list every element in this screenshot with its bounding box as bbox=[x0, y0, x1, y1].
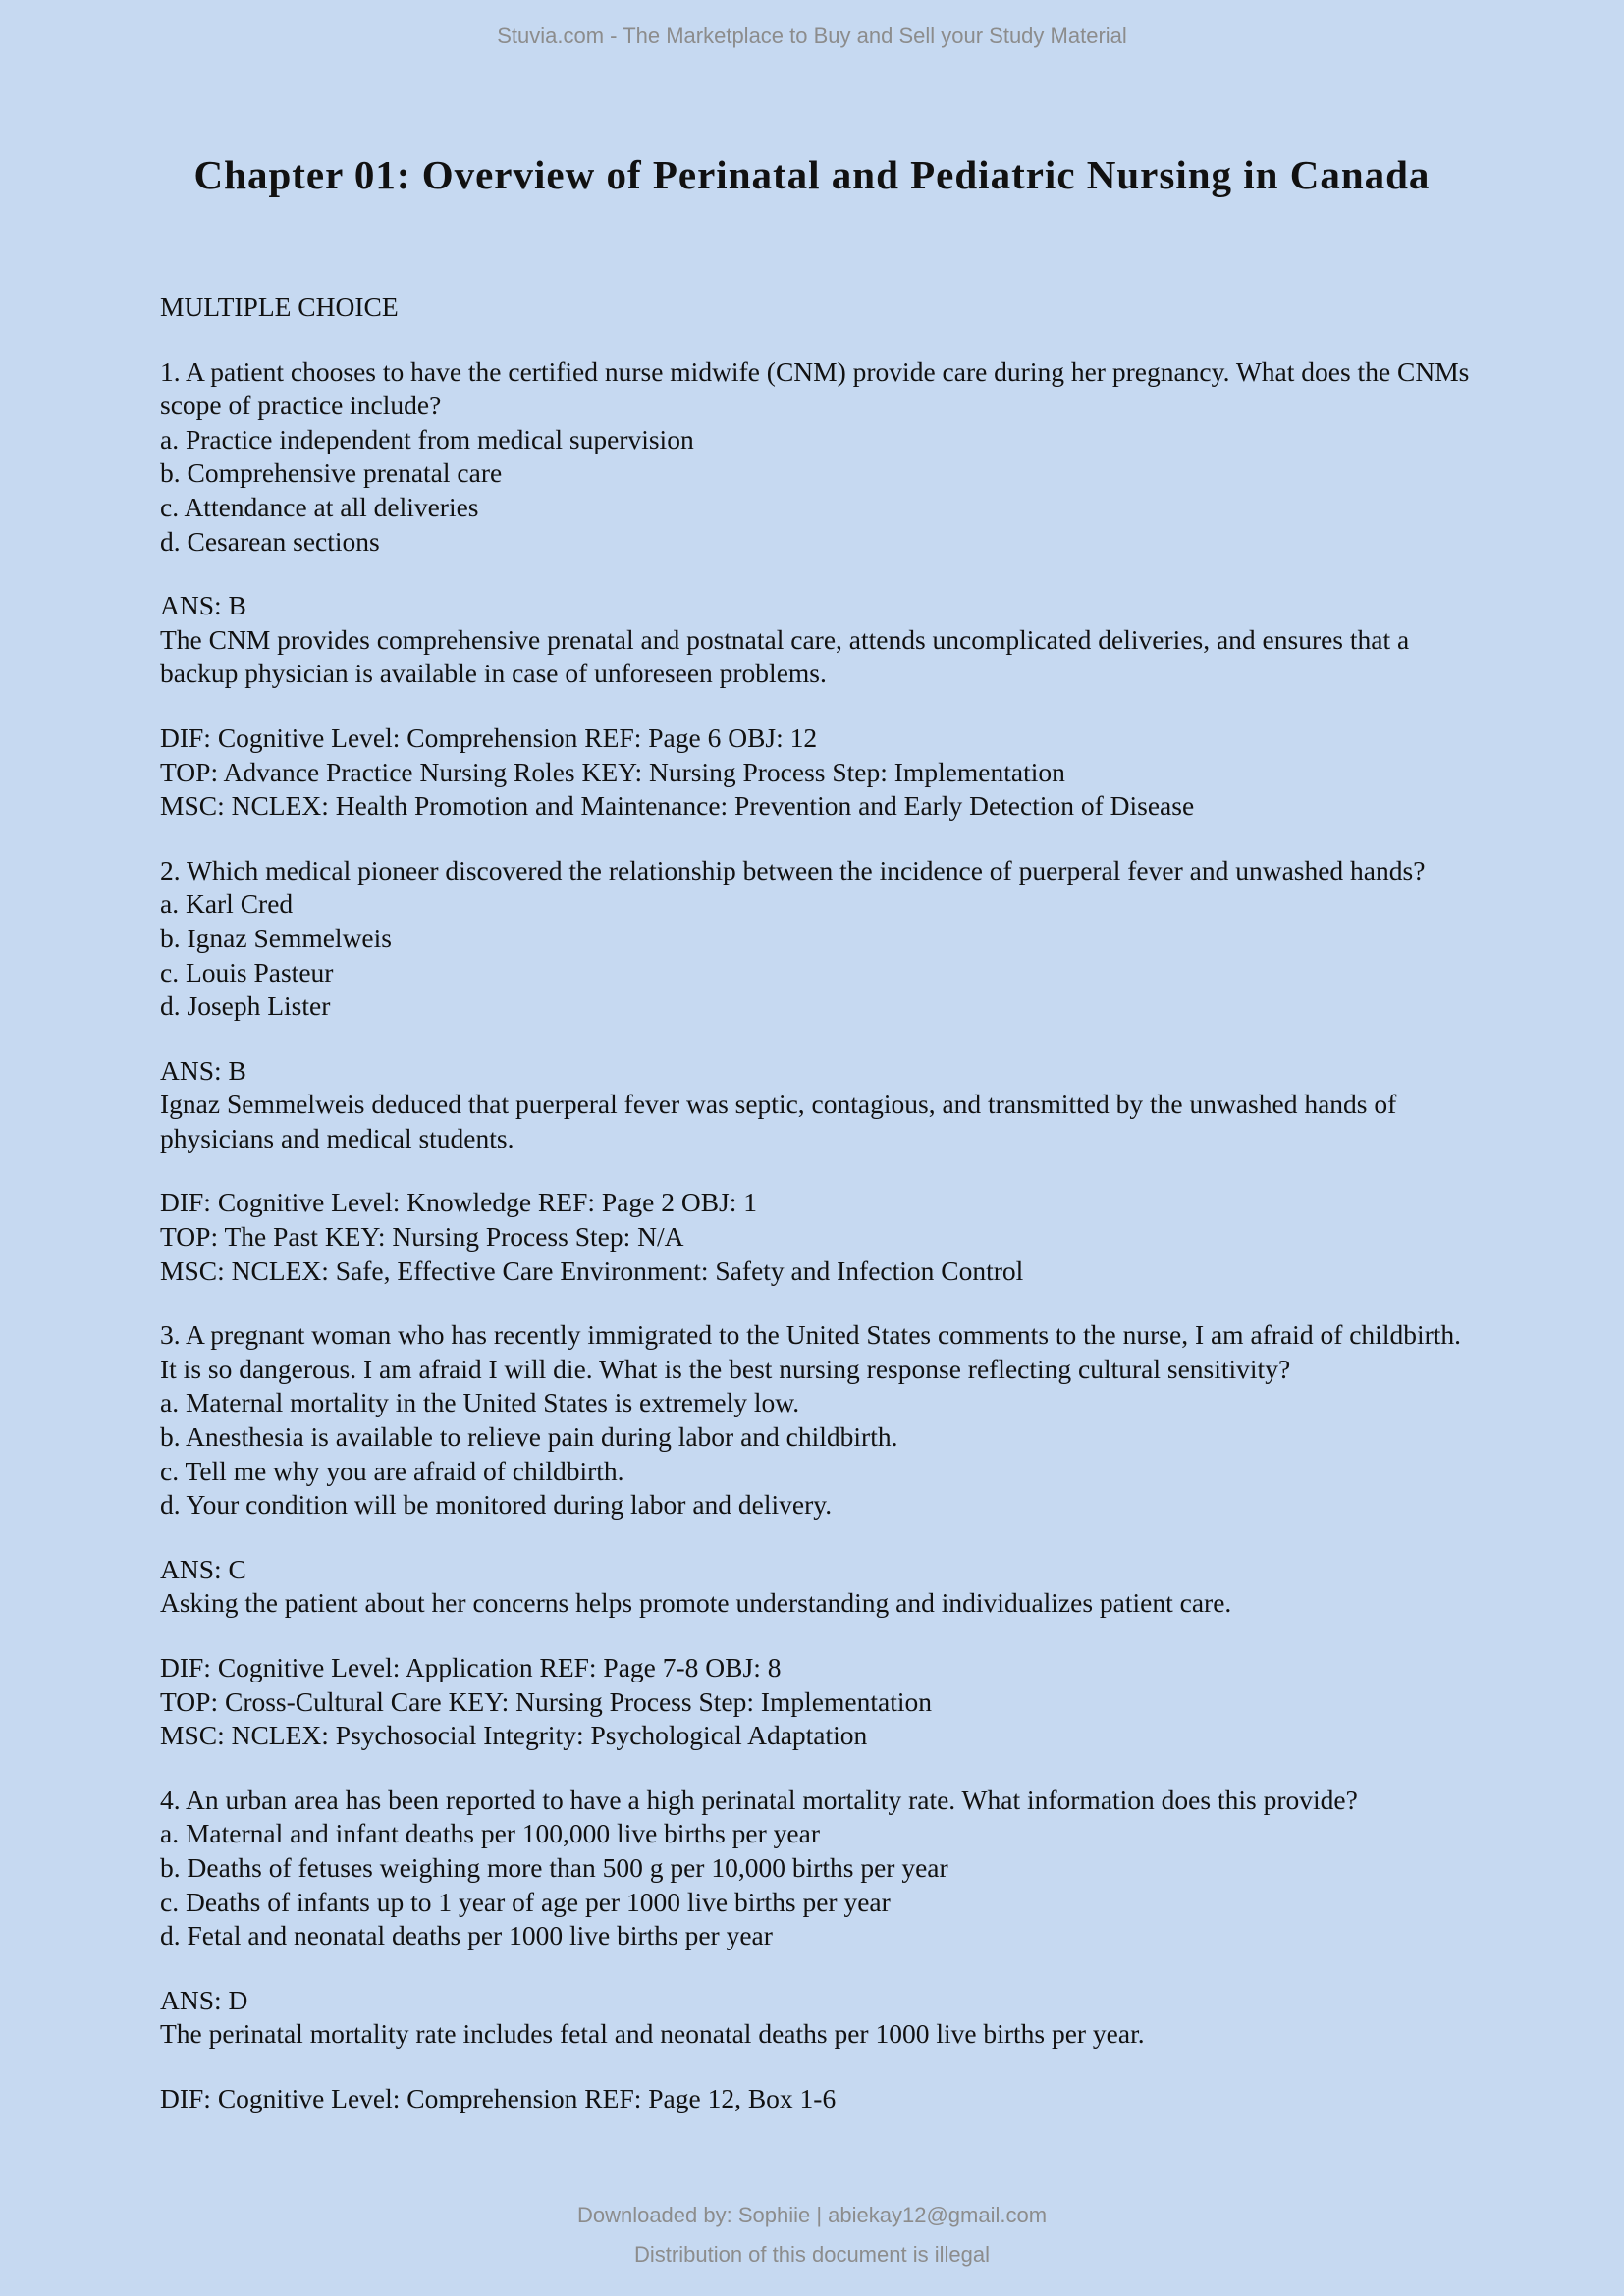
rationale: The CNM provides comprehensive prenatal and postnatal care, attends uncomplicated deliveries, and ensures that a backup physician is available in case of unforeseen problems. bbox=[160, 623, 1410, 689]
option-c: c. Tell me why you are afraid of childbirth. bbox=[160, 1455, 624, 1486]
option-a: a. Karl Cred bbox=[160, 888, 294, 920]
option-d: d. Your condition will be monitored during labor and delivery. bbox=[160, 1489, 833, 1521]
document-body bbox=[160, 291, 1476, 2147]
dif-line: DIF: Cognitive Level: Application REF: Page 7-8 OBJ: 8 bbox=[160, 1652, 782, 1682]
rationale: Ignaz Semmelweis deduced that puerperal fever was septic, contagious, and transmitted by the unwashed hands of physicians and medical students. bbox=[160, 1089, 1397, 1153]
option-b: b. Anesthesia is available to relieve pain during labor and childbirth. bbox=[160, 1421, 898, 1453]
question-stem: 4. An urban area has been reported to have a high perinatal mortality rate. What information does this provide? bbox=[160, 1784, 1358, 1815]
stuvia-watermark: Stuvia.com - The Marketplace to Buy and Sell your Study Material bbox=[497, 24, 1127, 48]
answer-1 bbox=[160, 589, 1476, 691]
msc-line: MSC: NCLEX: Psychosocial Integrity: Psychological Adaptation bbox=[160, 1720, 868, 1751]
answer-key: ANS: B bbox=[160, 590, 246, 621]
question-stem: 1. A patient chooses to have the certified nurse midwife (CNM) provide care during her pregnancy. What does the CNMs scope of practice include? bbox=[160, 355, 1470, 421]
answer-key: ANS: D bbox=[160, 1984, 248, 2015]
top-line: TOP: The Past KEY: Nursing Process Step: N/A bbox=[160, 1221, 684, 1253]
question-4 bbox=[160, 1784, 1476, 1953]
question-2 bbox=[160, 854, 1476, 1024]
metadata-4 bbox=[160, 2082, 1476, 2116]
answer-key: ANS: B bbox=[160, 1054, 246, 1086]
rationale: Asking the patient about her concerns helps promote understanding and individualizes patient care. bbox=[160, 1587, 1232, 1619]
top-line: TOP: Advance Practice Nursing Roles KEY: Nursing Process Step: Implementation bbox=[160, 756, 1065, 787]
option-b: b. Ignaz Semmelweis bbox=[160, 922, 392, 953]
answer-4 bbox=[160, 1984, 1476, 2052]
answer-3 bbox=[160, 1553, 1476, 1621]
option-c: c. Attendance at all deliveries bbox=[160, 491, 479, 522]
option-a: a. Maternal mortality in the United States is extremely low. bbox=[160, 1387, 800, 1418]
msc-line: MSC: NCLEX: Safe, Effective Care Environment: Safety and Infection Control bbox=[160, 1255, 1024, 1286]
dif-line: DIF: Cognitive Level: Comprehension REF: Page 12, Box 1-6 bbox=[160, 2082, 837, 2113]
dif-line: DIF: Cognitive Level: Knowledge REF: Page 2 OBJ: 1 bbox=[160, 1187, 758, 1218]
answer-key: ANS: C bbox=[160, 1553, 246, 1584]
question-1 bbox=[160, 355, 1476, 560]
dif-line: DIF: Cognitive Level: Comprehension REF: Page 6 OBJ: 12 bbox=[160, 721, 818, 753]
question-stem: 3. A pregnant woman who has recently immigrated to the United States comments to the nurse, I am afraid of childbirth. It is so dangerous. I am afraid I will die. What is the best nursing response reflecting cultural sensitivity? bbox=[160, 1319, 1462, 1384]
option-d: d. Cesarean sections bbox=[160, 525, 380, 557]
option-a: a. Maternal and infant deaths per 100,000 live births per year bbox=[160, 1818, 820, 1849]
option-a: a. Practice independent from medical supervision bbox=[160, 423, 694, 454]
question-stem: 2. Which medical pioneer discovered the relationship between the incidence of puerperal fever and unwashed hands? bbox=[160, 854, 1426, 885]
option-b: b. Comprehensive prenatal care bbox=[160, 457, 503, 489]
answer-2 bbox=[160, 1054, 1476, 1156]
question-3 bbox=[160, 1318, 1476, 1522]
option-c: c. Louis Pasteur bbox=[160, 956, 334, 988]
msc-line: MSC: NCLEX: Health Promotion and Maintenance: Prevention and Early Detection of Disease bbox=[160, 790, 1195, 822]
distribution-notice: Distribution of this document is illegal bbox=[634, 2242, 990, 2267]
section-heading: MULTIPLE CHOICE bbox=[160, 292, 399, 322]
rationale: The perinatal mortality rate includes fetal and neonatal deaths per 1000 live births per year. bbox=[160, 2018, 1145, 2050]
option-d: d. Joseph Lister bbox=[160, 990, 331, 1022]
chapter-title: Chapter 01: Overview of Perinatal and Pediatric Nursing in Canada bbox=[193, 152, 1431, 197]
metadata-2 bbox=[160, 1186, 1476, 1288]
option-d: d. Fetal and neonatal deaths per 1000 live births per year bbox=[160, 1920, 773, 1951]
option-c: c. Deaths of infants up to 1 year of age per 1000 live births per year bbox=[160, 1886, 891, 1917]
option-b: b. Deaths of fetuses weighing more than 500 g per 10,000 births per year bbox=[160, 1851, 948, 1883]
top-line: TOP: Cross-Cultural Care KEY: Nursing Process Step: Implementation bbox=[160, 1685, 932, 1717]
metadata-3 bbox=[160, 1651, 1476, 1753]
metadata-1 bbox=[160, 721, 1476, 824]
downloaded-by-footer: Downloaded by: Sophiie | abiekay12@gmail.com bbox=[576, 2203, 1048, 2227]
